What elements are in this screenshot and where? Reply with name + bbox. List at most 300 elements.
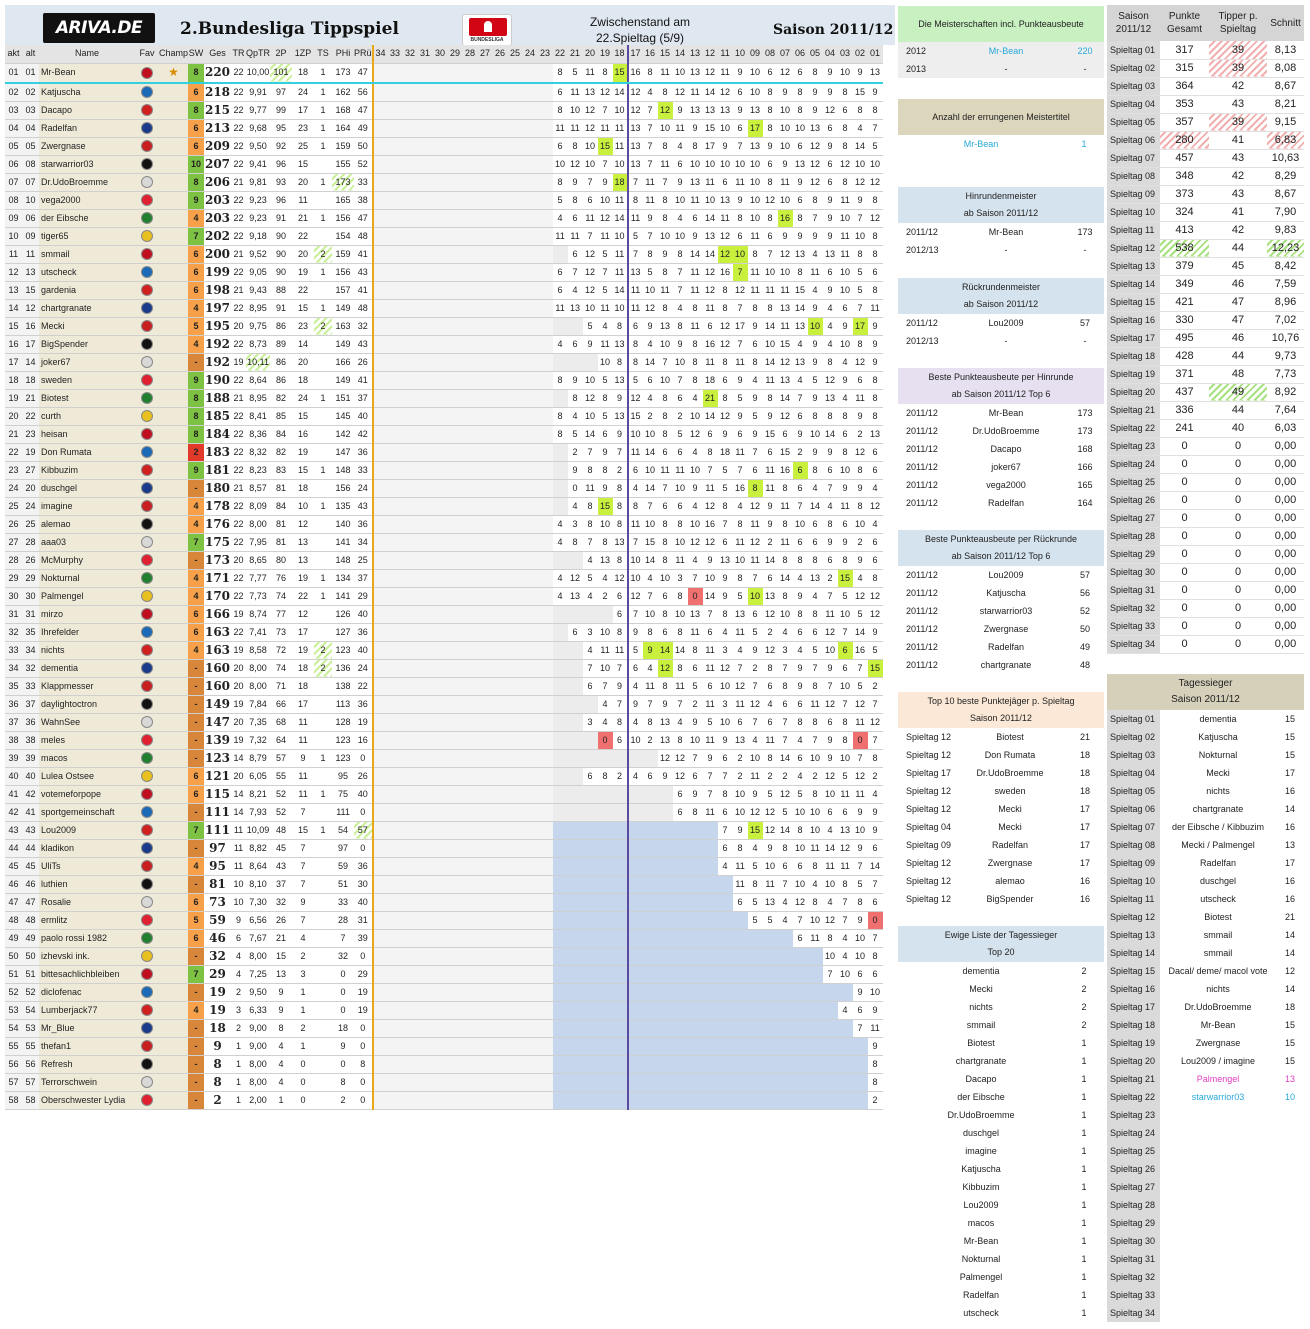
player-name[interactable]: Dr.UdoBroemme bbox=[39, 173, 135, 191]
table-row[interactable] bbox=[5, 983, 883, 1001]
1zp-cell: 24 bbox=[292, 389, 314, 407]
player-name[interactable]: diclofenac bbox=[39, 983, 135, 1001]
matchday-score: 12 bbox=[598, 209, 613, 227]
table-row[interactable] bbox=[5, 623, 883, 641]
table-row[interactable] bbox=[5, 1091, 883, 1109]
rank-cell: 19 bbox=[5, 389, 22, 407]
table-row[interactable] bbox=[5, 497, 883, 515]
champ-cell bbox=[159, 803, 188, 821]
table-row[interactable] bbox=[5, 695, 883, 713]
matchday-score: 8 bbox=[808, 551, 823, 569]
phi-cell: 155 bbox=[332, 155, 354, 173]
qptr-cell: 9,41 bbox=[246, 155, 270, 173]
matchday-score bbox=[568, 695, 583, 713]
matchday-score bbox=[643, 785, 658, 803]
player-name[interactable]: luthien bbox=[39, 875, 135, 893]
table-row[interactable] bbox=[5, 389, 883, 407]
winner-name bbox=[1160, 1268, 1276, 1286]
matchday-score: 9 bbox=[853, 63, 868, 83]
matchday-score: 5 bbox=[553, 191, 568, 209]
player-name[interactable]: paolo rossi 1982 bbox=[39, 929, 135, 947]
player-name[interactable]: thefan1 bbox=[39, 1037, 135, 1055]
winner-name: duschgel bbox=[1199, 876, 1237, 886]
matchday-score bbox=[388, 263, 403, 281]
player-name[interactable]: Palmengel bbox=[39, 587, 135, 605]
matchday-score: 4 bbox=[868, 785, 883, 803]
table-row[interactable] bbox=[5, 785, 883, 803]
table-row[interactable] bbox=[5, 749, 883, 767]
table-row[interactable] bbox=[5, 245, 883, 263]
matchday-score bbox=[463, 821, 478, 839]
table-row[interactable] bbox=[5, 137, 883, 155]
matchday-score: 8 bbox=[808, 605, 823, 623]
matchday-score: 8 bbox=[838, 407, 853, 425]
prev-rank-cell: 10 bbox=[22, 191, 39, 209]
matchday-score bbox=[418, 173, 433, 191]
player-name[interactable]: Lumberjack77 bbox=[39, 1001, 135, 1019]
matchday-score bbox=[778, 965, 793, 983]
player-name[interactable]: mirzo bbox=[39, 605, 135, 623]
table-row[interactable] bbox=[5, 443, 883, 461]
player-name[interactable]: Lulea Ostsee bbox=[39, 767, 135, 785]
player-name[interactable]: gardenia bbox=[39, 281, 135, 299]
matchday-score: 11 bbox=[838, 227, 853, 245]
player-name[interactable]: McMurphy bbox=[39, 551, 135, 569]
table-row[interactable] bbox=[5, 533, 883, 551]
matchday-score bbox=[568, 677, 583, 695]
table-row[interactable] bbox=[5, 551, 883, 569]
matchday-score: 11 bbox=[613, 137, 628, 155]
matchday-score bbox=[793, 1055, 808, 1073]
matchday-score bbox=[418, 389, 433, 407]
ariva-logo[interactable] bbox=[43, 13, 155, 43]
stats-col-header: Punkte Gesamt bbox=[1160, 5, 1209, 41]
table-row[interactable] bbox=[5, 371, 883, 389]
matchday-score: 10 bbox=[598, 659, 613, 677]
player-name[interactable]: Refresh bbox=[39, 1055, 135, 1073]
matchday-score: 13 bbox=[718, 101, 733, 119]
table-row[interactable] bbox=[5, 929, 883, 947]
club-crest-icon bbox=[141, 176, 153, 188]
matchday-score bbox=[478, 677, 493, 695]
player-name[interactable]: dementia bbox=[39, 659, 135, 677]
matchday-score bbox=[658, 1019, 673, 1037]
player-name[interactable]: Radelfan bbox=[39, 119, 135, 137]
table-row[interactable] bbox=[5, 605, 883, 623]
player-name[interactable]: Rosalie bbox=[39, 893, 135, 911]
table-row[interactable] bbox=[5, 875, 883, 893]
table-row[interactable] bbox=[5, 803, 883, 821]
player-name[interactable]: daylightoctron bbox=[39, 695, 135, 713]
table-row[interactable] bbox=[5, 1055, 883, 1073]
matchday-score: 6 bbox=[763, 155, 778, 173]
qptr-cell: 8,79 bbox=[246, 749, 270, 767]
tr-cell: 1 bbox=[231, 1073, 246, 1091]
stats-cell: 8,13 bbox=[1267, 41, 1304, 59]
matchday-score bbox=[523, 1001, 538, 1019]
player-name[interactable]: Zwergnase bbox=[39, 137, 135, 155]
player-name[interactable]: Mr-Bean bbox=[39, 63, 135, 83]
matchday-score bbox=[598, 1091, 613, 1109]
matchday-score: 13 bbox=[868, 425, 883, 443]
panel-subtitle: ab Saison 2011/12 Top 6 bbox=[951, 551, 1051, 561]
matchday-score: 5 bbox=[703, 713, 718, 731]
player-name[interactable]: UliTs bbox=[39, 857, 135, 875]
matchday-score bbox=[673, 1019, 688, 1037]
matchday-score bbox=[598, 1037, 613, 1055]
table-row[interactable] bbox=[5, 1019, 883, 1037]
matchday-score: 4 bbox=[868, 479, 883, 497]
matchday-score: 7 bbox=[823, 965, 838, 983]
matchday-score: 11 bbox=[853, 389, 868, 407]
matchday-score: 6 bbox=[718, 839, 733, 857]
matchday-score: 11 bbox=[748, 551, 763, 569]
tr-cell: 21 bbox=[231, 281, 246, 299]
qptr-cell: 8,58 bbox=[246, 641, 270, 659]
matchday-score bbox=[703, 875, 718, 893]
player-name[interactable]: kladikon bbox=[39, 839, 135, 857]
rank-cell: 42 bbox=[5, 803, 22, 821]
qptr-cell: 9,00 bbox=[246, 1037, 270, 1055]
matchday-score bbox=[508, 839, 523, 857]
table-row[interactable] bbox=[5, 767, 883, 785]
matchday-score bbox=[643, 875, 658, 893]
player-name[interactable]: macos bbox=[39, 749, 135, 767]
player-name[interactable]: alemao bbox=[39, 515, 135, 533]
panel-cell: 49 bbox=[1079, 642, 1090, 652]
total-points: 160 bbox=[204, 659, 231, 677]
player-name[interactable]: Kibbuzim bbox=[39, 461, 135, 479]
matchday-score bbox=[673, 1001, 688, 1019]
panel-cell: 2011/12 bbox=[906, 660, 938, 670]
prev-rank-cell: 04 bbox=[22, 119, 39, 137]
club-crest-icon bbox=[141, 590, 153, 602]
matchday-score bbox=[538, 713, 553, 731]
matchday-score bbox=[508, 533, 523, 551]
table-row[interactable] bbox=[5, 335, 883, 353]
matchday-score bbox=[433, 389, 448, 407]
table-row[interactable] bbox=[5, 641, 883, 659]
player-name[interactable]: imagine bbox=[39, 497, 135, 515]
matchday-score bbox=[373, 623, 388, 641]
table-row[interactable] bbox=[5, 857, 883, 875]
player-name[interactable]: Oberschwester Lydia bbox=[39, 1091, 135, 1109]
matchday-score: 11 bbox=[598, 227, 613, 245]
matchday-score bbox=[463, 137, 478, 155]
table-row[interactable] bbox=[5, 713, 883, 731]
player-name[interactable]: starwarrior03 bbox=[39, 155, 135, 173]
matchday-score bbox=[493, 353, 508, 371]
player-name[interactable]: duschgel bbox=[39, 479, 135, 497]
table-row[interactable] bbox=[5, 479, 883, 497]
winner-name bbox=[1160, 1250, 1276, 1268]
matchday-score: 7 bbox=[748, 677, 763, 695]
matchday-score bbox=[538, 1001, 553, 1019]
matchday-score bbox=[763, 947, 778, 965]
player-name[interactable]: aaa03 bbox=[39, 533, 135, 551]
winner-points: 14 bbox=[1284, 804, 1295, 814]
matchday-score bbox=[403, 641, 418, 659]
matchday-score bbox=[373, 605, 388, 623]
matchday-score bbox=[553, 839, 568, 857]
table-row[interactable] bbox=[5, 893, 883, 911]
table-row[interactable] bbox=[5, 731, 883, 749]
fav-team-crest bbox=[135, 443, 159, 461]
matchday-score: 9 bbox=[868, 83, 883, 102]
matchday-score bbox=[523, 929, 538, 947]
stats-cell: 39 bbox=[1209, 59, 1267, 77]
matchday-score bbox=[388, 119, 403, 137]
prev-rank-cell: 01 bbox=[22, 63, 39, 83]
player-name[interactable]: Terrorschwein bbox=[39, 1073, 135, 1091]
status-text: Zwischenstand am 22.Spieltag (5/9) bbox=[589, 15, 691, 45]
player-name[interactable]: izhevski ink. bbox=[39, 947, 135, 965]
player-name[interactable]: curth bbox=[39, 407, 135, 425]
fav-team-crest bbox=[135, 785, 159, 803]
player-name[interactable]: Don Rumata bbox=[39, 443, 135, 461]
matchday-score bbox=[463, 1091, 478, 1109]
player-name[interactable]: votemeforpope bbox=[39, 785, 135, 803]
panel-row bbox=[898, 800, 1104, 818]
table-row[interactable] bbox=[5, 407, 883, 425]
pru-cell: 30 bbox=[354, 875, 373, 893]
table-row[interactable] bbox=[5, 299, 883, 317]
matchday-score bbox=[523, 695, 538, 713]
player-name[interactable]: sportgemeinschaft bbox=[39, 803, 135, 821]
stats-cell: 0 bbox=[1209, 563, 1267, 581]
pru-cell: 36 bbox=[354, 857, 373, 875]
2p-cell: 21 bbox=[270, 929, 292, 947]
matchday-score: 13 bbox=[718, 191, 733, 209]
2p-cell: 66 bbox=[270, 695, 292, 713]
2p-cell: 52 bbox=[270, 785, 292, 803]
table-row[interactable] bbox=[5, 83, 883, 102]
sw-cell: - bbox=[188, 875, 204, 893]
matchday-score bbox=[523, 1055, 538, 1073]
panel-cell: 2011/12 bbox=[906, 318, 938, 328]
matchday-score: 9 bbox=[823, 659, 838, 677]
matchday-score: 6 bbox=[763, 63, 778, 83]
table-row[interactable] bbox=[5, 1001, 883, 1019]
player-name[interactable]: Mecki bbox=[39, 317, 135, 335]
stats-cell: 42 bbox=[1209, 77, 1267, 95]
matchday-score: 11 bbox=[658, 155, 673, 173]
matchday-score: 8 bbox=[658, 533, 673, 551]
table-row[interactable] bbox=[5, 659, 883, 677]
ts-cell: 1 bbox=[314, 821, 332, 839]
matchday-score bbox=[508, 857, 523, 875]
player-name[interactable]: utscheck bbox=[39, 263, 135, 281]
matchday-score: 10 bbox=[613, 227, 628, 245]
player-name[interactable]: Klappmesser bbox=[39, 677, 135, 695]
sw-cell: 4 bbox=[188, 497, 204, 515]
matchday-score: 11 bbox=[583, 63, 598, 83]
player-name[interactable]: Nokturnal bbox=[39, 569, 135, 587]
table-row[interactable] bbox=[5, 425, 883, 443]
matchday-score: 11 bbox=[868, 299, 883, 317]
player-name[interactable]: smmail bbox=[39, 245, 135, 263]
player-name[interactable]: BigSpender bbox=[39, 335, 135, 353]
table-row[interactable] bbox=[5, 1037, 883, 1055]
table-row[interactable] bbox=[5, 353, 883, 371]
tr-cell: 14 bbox=[231, 785, 246, 803]
panel-cell: 2011/12 bbox=[906, 570, 938, 580]
tr-cell: 22 bbox=[231, 209, 246, 227]
total-points: 8 bbox=[204, 1055, 231, 1073]
2p-cell: 81 bbox=[270, 533, 292, 551]
matchday-score: 3 bbox=[778, 641, 793, 659]
total-points: 97 bbox=[204, 839, 231, 857]
matchday-score bbox=[463, 965, 478, 983]
table-row[interactable] bbox=[5, 821, 883, 839]
ts-cell: 2 bbox=[314, 659, 332, 677]
table-row[interactable] bbox=[5, 947, 883, 965]
matchday-score bbox=[403, 767, 418, 785]
1zp-cell: 0 bbox=[292, 1073, 314, 1091]
table-row[interactable] bbox=[5, 1073, 883, 1091]
player-name[interactable]: Ihrefelder bbox=[39, 623, 135, 641]
prev-rank-cell: 28 bbox=[22, 533, 39, 551]
rank-cell: 36 bbox=[5, 695, 22, 713]
matchday-score bbox=[613, 857, 628, 875]
table-row[interactable] bbox=[5, 965, 883, 983]
sw-cell: - bbox=[188, 713, 204, 731]
prev-rank-cell: 11 bbox=[22, 245, 39, 263]
table-row[interactable] bbox=[5, 911, 883, 929]
matchday-score: 12 bbox=[718, 83, 733, 102]
table-row[interactable] bbox=[5, 839, 883, 857]
player-name[interactable]: bittesachlichbleiben bbox=[39, 965, 135, 983]
matchday-score bbox=[493, 731, 508, 749]
matchday-label: Spieltag 28 bbox=[1107, 1196, 1160, 1214]
matchday-score bbox=[463, 191, 478, 209]
matchday-score: 16 bbox=[778, 461, 793, 479]
player-name[interactable]: Biotest bbox=[39, 389, 135, 407]
matchday-score: 6 bbox=[823, 713, 838, 731]
pru-cell: 33 bbox=[354, 461, 373, 479]
matchday-score bbox=[448, 443, 463, 461]
rank-cell: 32 bbox=[5, 623, 22, 641]
champ-cell bbox=[159, 785, 188, 803]
player-name[interactable]: der Eibsche bbox=[39, 209, 135, 227]
table-row[interactable] bbox=[5, 209, 883, 227]
table-row[interactable] bbox=[5, 677, 883, 695]
total-points: 73 bbox=[204, 893, 231, 911]
matchday-score bbox=[778, 947, 793, 965]
table-row[interactable] bbox=[5, 587, 883, 605]
player-name[interactable]: meles bbox=[39, 731, 135, 749]
table-row[interactable] bbox=[5, 101, 883, 119]
table-row[interactable] bbox=[5, 317, 883, 335]
player-name[interactable]: Dacapo bbox=[39, 101, 135, 119]
matchday-score: 10 bbox=[793, 119, 808, 137]
player-name[interactable]: ermlitz bbox=[39, 911, 135, 929]
2p-cell: 45 bbox=[270, 839, 292, 857]
matchday-score: 13 bbox=[793, 317, 808, 335]
player-name[interactable]: joker67 bbox=[39, 353, 135, 371]
matchday-score bbox=[508, 335, 523, 353]
prev-rank-cell: 44 bbox=[22, 839, 39, 857]
panel-cell: 2012/13 bbox=[906, 245, 939, 255]
matchday-score: 12 bbox=[868, 173, 883, 191]
player-name[interactable]: vega2000 bbox=[39, 191, 135, 209]
matchday-score bbox=[403, 857, 418, 875]
player-name[interactable]: chartgranate bbox=[39, 299, 135, 317]
table-row[interactable] bbox=[5, 155, 883, 173]
matchday-score: 6 bbox=[823, 263, 838, 281]
matchday-score bbox=[388, 1073, 403, 1091]
table-row[interactable] bbox=[5, 63, 883, 83]
matchday-score bbox=[553, 353, 568, 371]
matchday-score: 8 bbox=[688, 353, 703, 371]
matchday-score: 8 bbox=[688, 299, 703, 317]
prev-rank-cell: 32 bbox=[22, 659, 39, 677]
matchday-score bbox=[463, 1073, 478, 1091]
player-name[interactable]: Lou2009 bbox=[39, 821, 135, 839]
table-row[interactable] bbox=[5, 281, 883, 299]
table-row[interactable] bbox=[5, 569, 883, 587]
matchday-score bbox=[463, 659, 478, 677]
table-row[interactable] bbox=[5, 119, 883, 137]
matchday-score bbox=[478, 479, 493, 497]
matchday-score: 7 bbox=[778, 713, 793, 731]
matchday-score bbox=[538, 227, 553, 245]
stats-cell: 349 bbox=[1160, 275, 1209, 293]
pru-cell: 19 bbox=[354, 983, 373, 1001]
matchday-score: 14 bbox=[778, 749, 793, 767]
matchday-score bbox=[448, 63, 463, 83]
matchday-score: 2 bbox=[613, 767, 628, 785]
rank-cell: 35 bbox=[5, 677, 22, 695]
player-name[interactable]: Katjuscha bbox=[39, 83, 135, 102]
fav-team-crest bbox=[135, 371, 159, 389]
player-name[interactable]: Mr_Blue bbox=[39, 1019, 135, 1037]
winner-name: starwarrior03 bbox=[1191, 1092, 1245, 1102]
matchday-score bbox=[688, 1091, 703, 1109]
matchday-score: 11 bbox=[553, 119, 568, 137]
player-name[interactable]: WahnSee bbox=[39, 713, 135, 731]
player-name[interactable]: nichts bbox=[39, 641, 135, 659]
table-row[interactable] bbox=[5, 227, 883, 245]
matchday-score bbox=[463, 83, 478, 102]
matchday-score: 12 bbox=[673, 83, 688, 102]
panel-cell: 2011/12 bbox=[906, 606, 938, 616]
matchday-score bbox=[838, 1091, 853, 1109]
table-row[interactable] bbox=[5, 515, 883, 533]
matchday-score bbox=[463, 1055, 478, 1073]
matchday-score: 7 bbox=[733, 263, 748, 281]
table-row[interactable] bbox=[5, 191, 883, 209]
1zp-cell: 12 bbox=[292, 605, 314, 623]
matchday-score bbox=[403, 893, 418, 911]
matchday-score bbox=[523, 875, 538, 893]
player-name[interactable]: sweden bbox=[39, 371, 135, 389]
matchday-score bbox=[463, 893, 478, 911]
tagessieger-row bbox=[1107, 1196, 1304, 1214]
matchday-score bbox=[538, 983, 553, 1001]
table-row[interactable] bbox=[5, 461, 883, 479]
player-name[interactable]: heisan bbox=[39, 425, 135, 443]
matchday-label: Spieltag 34 bbox=[1107, 635, 1160, 653]
table-row[interactable] bbox=[5, 263, 883, 281]
table-row[interactable] bbox=[5, 173, 883, 191]
stats-cell: 8,29 bbox=[1267, 167, 1304, 185]
matchday-score: 9 bbox=[763, 137, 778, 155]
matchday-label: Spieltag 09 bbox=[1107, 854, 1160, 872]
matchday-score: 5 bbox=[733, 389, 748, 407]
panel-title: Top 10 beste Punktejäger p. Spieltag bbox=[927, 696, 1075, 706]
player-name[interactable]: tiger65 bbox=[39, 227, 135, 245]
